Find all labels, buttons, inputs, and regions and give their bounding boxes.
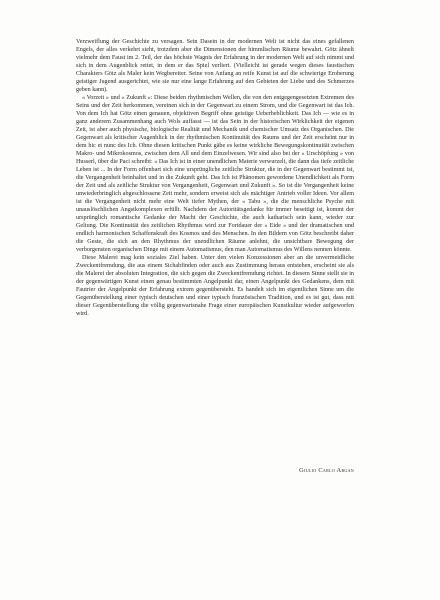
paragraph-1: Verzweiflung der Geschichte zu versagen. Sein Dasein in der modernen Welt ist nicht das eines gefallenen Engels, der alles verkehrt sieht, trotzdem aber die Dimensionen der himmlischen Räume bewahrt. Götz ähnelt vielmehr dem Faust im 2. Teil, der das höchste Wagnis der Erfahrung in der modernen Welt auf sich nimmt und sich in dem Augenblick rettet, in dem er das Spiel verliert. (Vielleicht ist gerade wegen dieses faustischen Charakters Götz als Maler kein Wegbereiter. Seine von Anfang an reife Kunst ist auf die schwierige Eroberung geistiger Jugend ausgerichtet, wie sie nur eine lange Erfahrung auf den Gebieten der Liebe und des Schmerzes geben kann). [76, 39, 354, 93]
author-signature: Giulio Carlo Argan [299, 467, 354, 474]
paragraph-3: Diese Malerei mag kein soziales Ziel haben. Unter den vielen Konzessionen aber an die unvermeidliche Zweckentfremdung, die aus einem Sichabfinden oder auch aus Zustimmung heraus entstehen, erscheint sie als die Malerei der absoluten Integration, die sich gegen die Zweckentfremdung richtet. In diesem Sinne stellt sie in der gegenwärtigen Kunst einen genau bestimmten Angelpunkt dar, einen Angelpunkt des Gedankens, dem mit Fautrier der Angelpunkt der Erfahrung extrem gegenübersteht. Es handelt sich im eigentlichen Sinne um die Gegenüberstellung einer typisch deutschen und einer typisch französischen Tradition, und es ist gut, dass mit dieser Gegenüberstellung die völlig gegenwartsnahe Frage einer europäischen Kunstkultur wieder aufgeworfen wird. [76, 255, 354, 317]
article-body [76, 38, 354, 318]
paragraph-2: « Vorzeit » und « Zukunft »: Diese beiden rhythmischen Wellen, die von den entgegengesetzten Extremen des Seins und der Zeit herkommen, vereinen sich in der Gegenwart zu einem Strom, und die Gegenwart ist das Ich. Von dem Ich hat Götz einen genauen, objektiven Begriff ohne geistige Ueberheblichkeit. Das Ich — wie es in ganz anderem Zusammenhang auch Wols auffasst — ist das Sein in der historischen Wirklichkeit der eigenen Zeit, ist aber auch physische, biologische Realität und Mechanik und chemischer Umsatz des Organischen. Die Gegenwart als kritischer Augenblick in der rhythmischen Kontinuität des Raums und der Zeit erscheint nur in dem hic et nunc des Ich. Ohne diesen kritischen Punkt gäbe es keine wirkliche Bewegungskontinuität zwischen Makro- und Mikrokosmos, zwischen dem All und dem Einzelwesen. Wir sind also bei der « Urschöpfung » von Husserl, über die Paci schreibt: « Das Ich ist in einer unendlichen Materie verwurzelt, die dann das tiefe zeitliche Leben ist ... In der Form offenbart sich eine ursprüngliche zeitliche Struktur, die in der Gegenwart bestimmt ist, die Vergangenheit beinhaltet und in die Zukunft geht. Das Ich ist Phänomen gewordene Unendlichkeit als Form der Zeit und als zeitliche Struktur von Vergangenheit, Gegenwart und Zukunft ». So ist die Vergangenheit keine unwiederbringlich abgeschlossene Zeit mehr, sondern erweist sich als mächtiger Antrieb voller Ideen. Vor allem ist die Vergangenheit nicht mehr eine Welt tiefer Mythen, der « Tabu », die die menschliche Psyche mit unauslöschlichen Angstkomplexen erfüllt. Nachdem der Autoritätsgedanke für immer beseitigt ist, kommt der ursprünglich romantische Gedanke der Macht der Geschichte, die auch katharisch sein kann, wieder zur Geltung. Die Kontinuität des zeitlichen Rhythmus wird zur Fortdauer der « Eide » und der dramatischen und endlich harmonischen Schaffenskraft des Kosmos und des Menschen. In den Bildern von Götz beschreibt daher die Geste, die sich an den Rhythmus der unendlichen Räume anlehnt, die unsichtbare Bewegung der verborgensten organischen Dinge mit einem Automatismus, den man Automatismus des Willens nennen könnte. [76, 95, 354, 253]
